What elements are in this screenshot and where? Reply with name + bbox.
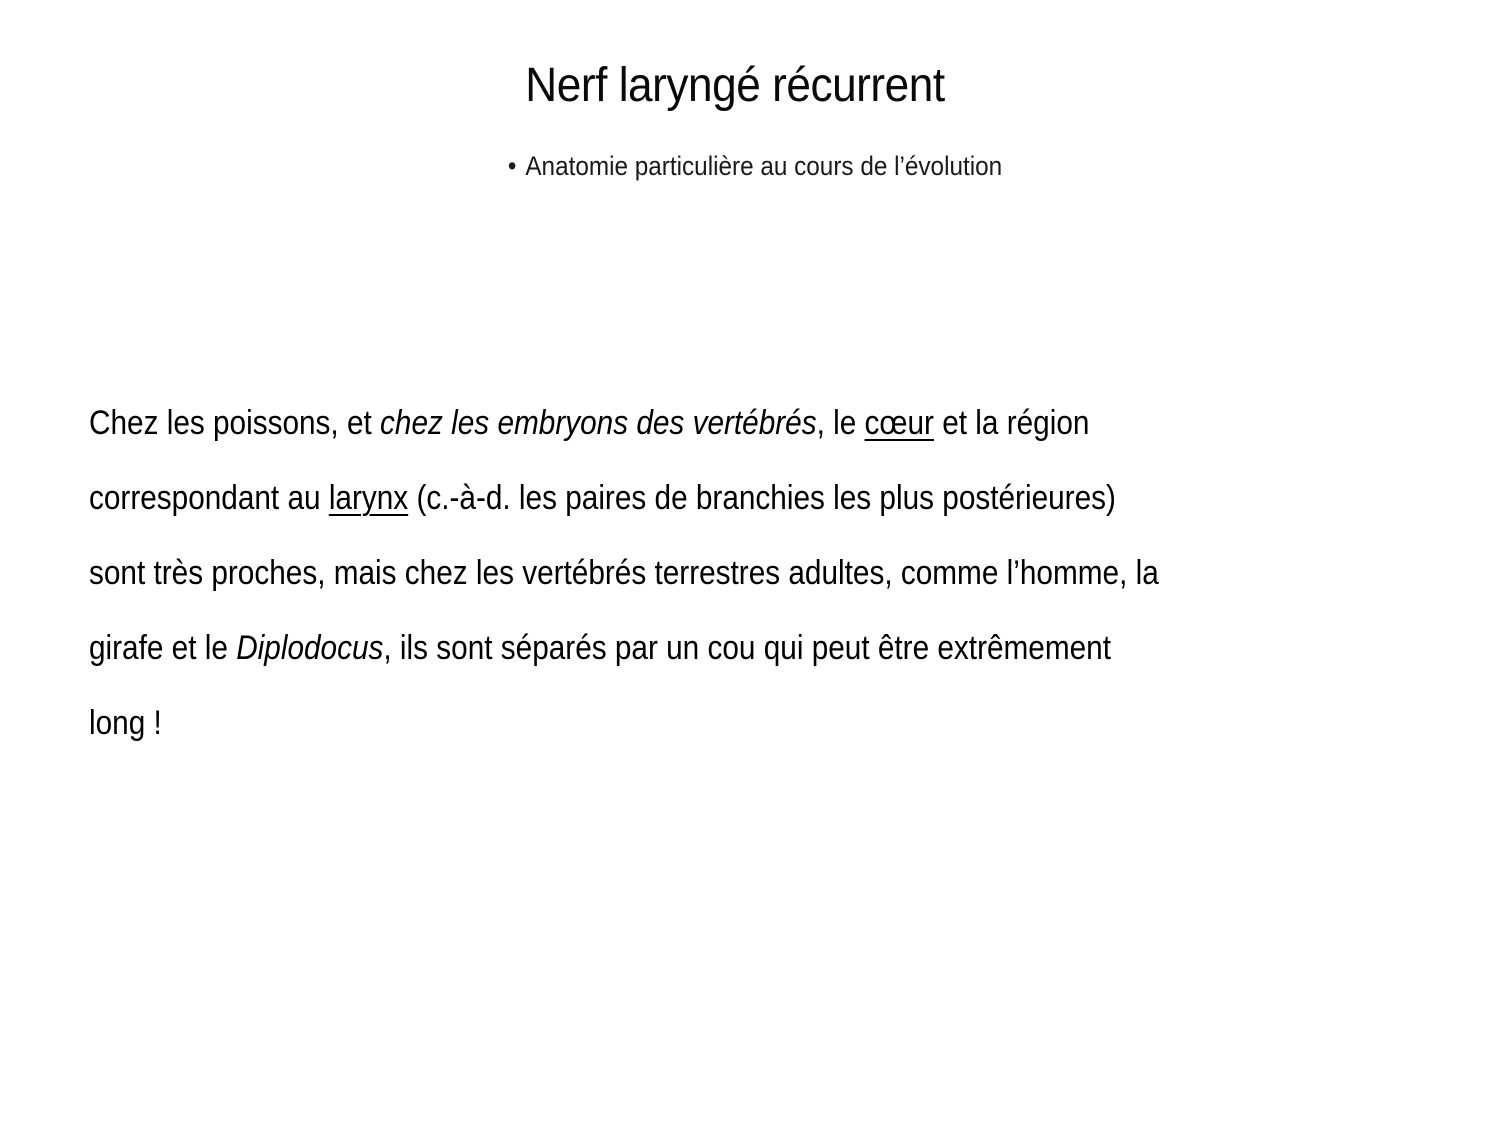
paragraph-line-2 <box>89 473 1314 548</box>
slide-title: Nerf laryngé récurrent <box>525 59 945 112</box>
text-segment: correspondant au <box>89 479 329 517</box>
text-segment: , ils sont séparés par un cou qui peut être extrêmement <box>383 629 1111 667</box>
text-segment: Chez les poissons, et <box>89 404 381 442</box>
text-segment: girafe et le <box>89 629 237 667</box>
paragraph-line-3 <box>89 548 1314 623</box>
text-segment: , le <box>816 404 865 442</box>
paragraph-line-1 <box>89 398 1314 473</box>
text-segment: sont très proches, mais chez les vertébrés terrestres adultes, comme l’homme, la <box>89 554 1159 592</box>
text-segment: et la région <box>933 404 1090 442</box>
subtitle-text: Anatomie particulière au cours de l’évolution <box>525 151 1003 181</box>
slide-subtitle <box>76 148 1435 184</box>
underlined-term-larynx: larynx <box>328 479 409 517</box>
text-segment: (c.-à-d. les paires de branchies les plus postérieures) <box>408 479 1116 517</box>
italic-text-segment: chez les embryons des vertébrés <box>380 404 817 442</box>
body-paragraph <box>89 398 1489 773</box>
bullet-icon: • <box>507 151 517 181</box>
underlined-term-coeur: cœur <box>864 404 934 442</box>
paragraph-line-4 <box>89 623 1314 698</box>
italic-text-diplodocus: Diplodocus <box>236 629 384 667</box>
text-segment: long ! <box>89 704 162 742</box>
paragraph-line-5 <box>89 698 1314 773</box>
